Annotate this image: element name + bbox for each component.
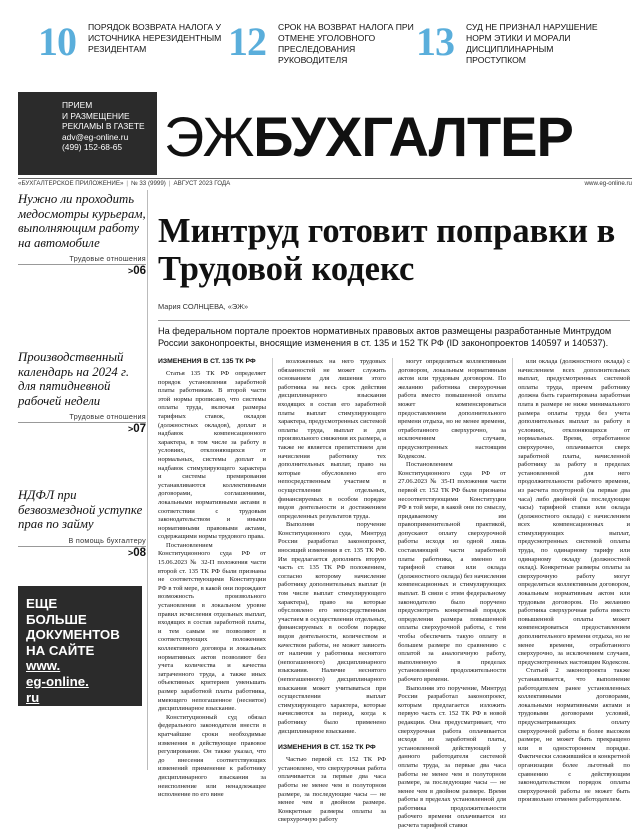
paragraph: Постановлением Конституционного суда РФ от 27.06.2023 № 35-П положения части первой ст. 152 ТК РФ были признаны несоответствующими Конституции РФ в той мере, в какой они по смыслу, придаваемому им правоприменительной практикой, допускают оплату сверхурочной работы исходя из одной лишь составляющей части заработной платы работника, а именно из тарифной ставки или оклада (должностного оклада) без начисления компенсационных и стимулирующих выплат. В связи с этим федеральному законодателю было поручено предусмотреть конкретный порядок определения размера повышенной оплаты сверхурочной работы, с тем чтобы обеспечить такую оплату в большем размере по сравнению с оплатой за аналогичную работу, выполненную в пределах установленной продолжительности рабочего времени. bbox=[398, 461, 506, 683]
paragraph: или оклада (должностного оклада) с начислением всех дополнительных выплат, предусмотренных системой оплаты труда, причем работнику должна быть гарантирована заработная плата в размере не ниже минимального размера оплаты труда без учета дополнительных выплат за работу в условиях, отклоняющихся от нормальных. Время, отработанное сверхурочно, оплачивается сверх заработной платы, начисленной работнику за работу в пределах установленной для него продолжительности рабочего времени, из расчета полуторной (за первые два часа) либо двойной (за последующие часы) тарифной ставки или оклада (должностного оклада) с начислением всех компенсационных и стимулирующих выплат, предусмотренных системой оплаты труда, по одинарному тарифу или одинарному окладу (должностной оклад). Конкретные размеры оплаты за сверхурочную работу могут определяться коллективным договором, локальным нормативным актом или трудовым договором. По желанию работника сверхурочная работа вместо повышенной оплаты может компенсироваться предоставлением дополнительного времени отдыха, но не менее времени, отработанного сверхурочно, за исключением случаев, предусмотренных настоящим Кодексом. bbox=[518, 358, 630, 666]
issue-info-bar: «БУХГАЛТЕРСКОЕ ПРИЛОЖЕНИЕ» | № 33 (9999) | АВГУСТ 2023 ГОДА www.eg-online.ru bbox=[18, 180, 632, 187]
arrow-icon: > bbox=[127, 547, 134, 558]
article-lead: На федеральном портале проектов нормативных правовых актов размещены разработанные Минтрудом России законопроекты, вносящие изменения в ст. 135 и 152 ТК РФ (ID законопроектов 140597 и 140537). bbox=[158, 320, 630, 349]
teaser-text: СУД НЕ ПРИЗНАЛ НАРУШЕНИЕ НОРМ ЭТИКИ И МОРАЛИ ДИСЦИПЛИНАРНЫМ ПРОСТУПКОМ bbox=[466, 22, 598, 65]
paragraph: возложенных на него трудовых обязанностей не может служить основанием для лишения этого работника на весь срок действия дисциплинарного взыскания входящих в состав его заработной платы выплат стимулирующего характера, предусмотренных системой оплаты труда, выплат и для произвольного снижения их размера, а также не является препятствием для начисления работнику тех дополнительных выплат, право на которые обусловлено его непосредственным участием в осуществлении отдельных, финансируемых в особом порядке видов деятельности и достижением определенных результатов труда. bbox=[278, 358, 386, 520]
teaser-number: 12 bbox=[228, 19, 266, 64]
sidebar-item[interactable] bbox=[18, 192, 146, 277]
teaser-page-13[interactable] bbox=[416, 14, 626, 72]
ad-contact-line: И РАЗМЕЩЕНИЕ bbox=[62, 110, 130, 121]
supplement-label: «БУХГАЛТЕРСКОЕ ПРИЛОЖЕНИЕ» bbox=[18, 180, 124, 187]
sidebar-item-page: >08 bbox=[18, 546, 146, 559]
article-column bbox=[278, 358, 386, 824]
site-link[interactable]: www.eg-online.ru bbox=[584, 180, 632, 187]
teaser-number: 13 bbox=[416, 19, 454, 64]
masthead bbox=[18, 92, 632, 176]
ad-contact-block bbox=[18, 92, 157, 175]
article-byline: Мария СОЛНЦЕВА, «ЭЖ» bbox=[158, 302, 249, 311]
paragraph: Частью первой ст. 152 ТК РФ установлено, что сверхурочная работа оплачивается за первые два часа работы не менее чем в полуторном размере, за последующие часы — не менее чем в двойном размере. Конкретные размеры оплаты за сверхурочную работу bbox=[278, 756, 386, 824]
promo-url[interactable]: eg-online. bbox=[26, 673, 89, 689]
issue-number: № 33 (9999) bbox=[131, 180, 166, 187]
ad-contact-line: ПРИЕМ bbox=[62, 100, 93, 110]
sidebar-item[interactable] bbox=[18, 350, 146, 435]
arrow-icon: > bbox=[127, 424, 134, 434]
logo-name: БУХГАЛТЕР bbox=[253, 105, 573, 168]
newspaper-logo bbox=[164, 105, 573, 168]
paragraph: Статьей 2 законопроекта также устанавливается, что выполнение работодателем ранее установленных коллективными договорами, локальными нормативными актами и трудовыми договорами условий, предусматривающих оплату сверхурочной работы в более высоком размере, не может быть прекращено или в одностороннем порядке. Фактически сложившийся в конкретной организации более льготный по сравнению с действующим законодательством порядок оплаты сверхурочной работы не может быть произвольно отменен работодателем. bbox=[518, 667, 630, 804]
website-promo-box[interactable] bbox=[18, 586, 142, 706]
sidebar-item-page: >06 bbox=[18, 264, 146, 277]
promo-line: ДОКУМЕНТОВ bbox=[26, 627, 120, 643]
sidebar-item-title: Производственный календарь на 2024 г. для пятидневной рабочей недели bbox=[18, 350, 130, 408]
sidebar-item-rubric: В помощь бухгалтеру bbox=[68, 535, 146, 545]
issue-date: АВГУСТ 2023 ГОДА bbox=[173, 180, 231, 187]
article-column bbox=[158, 358, 266, 799]
teaser-page-12[interactable] bbox=[228, 14, 414, 72]
paragraph: Выполняя это поручение, Минтруд России разработал законопроект, которым предлагается изложить первую часть ст. 152 ТК РФ в новой редакции. Она предусматривает, что сверхурочная работа оплачивается исходя из заработной платы, установленной действующей у данного работодателя системой оплаты труда, за первые два часа работы не менее чем в полуторном размере, за последующие часы — не менее чем в двойном размере. Время работы в пределах установленной для работника продолжительности рабочего времени оплачивается из расчета тарифной ставки bbox=[398, 684, 506, 830]
promo-url[interactable]: www. bbox=[26, 658, 61, 674]
article-body bbox=[158, 358, 632, 830]
article-column bbox=[398, 358, 506, 830]
sidebar-item[interactable] bbox=[18, 488, 146, 559]
teaser-bar bbox=[0, 0, 640, 78]
teaser-text: СРОК НА ВОЗВРАТ НАЛОГА ПРИ ОТМЕНЕ УГОЛОВНОГО ПРЕСЛЕДОВАНИЯ РУКОВОДИТЕЛЯ bbox=[278, 22, 414, 65]
column-divider bbox=[512, 358, 513, 770]
sidebar-item-rubric: Трудовые отношения bbox=[69, 412, 146, 421]
ad-contact-line: РЕКЛАМЫ В ГАЗЕТЕ bbox=[62, 121, 145, 131]
section-subheading: ИЗМЕНЕНИЯ В СТ. 135 ТК РФ bbox=[158, 358, 256, 365]
promo-line: БОЛЬШЕ bbox=[26, 611, 87, 627]
paragraph: Конституционный суд обязал федерального законодателя внести в кратчайшие сроки необходимые изменения в действующее правовое регулирование. Он также указал, что до внесения соответствующих изменений применение к работнику дисциплинарного взыскания за неисполнение или ненадлежащее исполнение по его вине bbox=[158, 713, 266, 799]
sidebar-item-title: Нужно ли проходить медосмотры курьерам, выполняющим работу на автомобиле bbox=[18, 192, 146, 250]
logo-prefix: ЭЖ bbox=[164, 105, 254, 168]
teaser-number: 10 bbox=[38, 19, 76, 64]
paragraph: Постановлением Конституционного суда РФ от 15.06.2023 № 32-П положения части второй ст. 135 ТК РФ были признаны не соответствующими Конституции РФ в той мере, в какой они порождают возможность произвольного установления в локальном уровне правил исчисления отдельных выплат, входящих в состав заработной платы, и тем самым не позволяют в соответствующих положениях коллективного договора и локальных нормативных актов позволяют без учета количества и качества затраченного труда, а также иных объективных критериев уменьшать размер заработной платы работника, имеющего непогашенное (неснятое) дисциплинарное взыскание. bbox=[158, 541, 266, 713]
ad-contact-email[interactable]: adv@eg-online.ru bbox=[62, 131, 129, 142]
column-divider bbox=[392, 358, 393, 770]
article-headline: Минтруд готовит поправки в Трудовой кодекс bbox=[158, 212, 616, 288]
paragraph: Статья 135 ТК РФ определяет порядок установления заработной платы работникам. В второй части этой нормы прописано, что системы оплаты труда, включая размеры тарифных ставок, окладов (должностных окладов), доплат и надбавок компенсационного характера, в том числе за работу в условиях, отклоняющихся от нормальных, системы доплат и надбавок стимулирующего характера и системы премирования устанавливаются коллективными договорами, соглашениями, локальными нормативными актами в соответствии с трудовым законодательством и иными нормативными правовыми актами, содержащими нормы трудового права. bbox=[158, 370, 266, 541]
arrow-icon: > bbox=[127, 266, 134, 276]
promo-url[interactable]: ru bbox=[26, 689, 40, 705]
sidebar bbox=[18, 190, 148, 770]
article-column bbox=[518, 358, 630, 804]
teaser-text: ПОРЯДОК ВОЗВРАТА НАЛОГА У ИСТОЧНИКА НЕРЕЗИДЕНТНЫМ РЕЗИДЕНТАМ bbox=[88, 22, 222, 54]
ad-contact-phone: (499) 152-68-65 bbox=[62, 142, 123, 152]
teaser-page-10[interactable] bbox=[38, 14, 222, 72]
paragraph: могут определяться коллективным договором, локальным нормативным актом или трудовым договором. По желанию работника сверхурочная работа вместо повышенной оплаты может компенсироваться предоставлением дополнительного времени отдыха, но не менее времени, отработанного сверхурочно, за исключением случаев, предусмотренных настоящим Кодексом. bbox=[398, 358, 506, 460]
column-divider bbox=[272, 358, 273, 770]
sidebar-item-rubric: Трудовые отношения bbox=[69, 254, 146, 263]
section-subheading: ИЗМЕНЕНИЯ В СТ. 152 ТК РФ bbox=[278, 744, 376, 752]
sidebar-item-title: НДФЛ при безвозмездной уступке прав по займу bbox=[18, 488, 143, 531]
sidebar-item-page: >07 bbox=[18, 422, 146, 435]
promo-line: НА САЙТЕ bbox=[26, 642, 95, 658]
paragraph: Выполняя поручение Конституционного суда, Минтруд России разработал законопроект, вносящий изменения в ст. 135 ТК РФ. Им предлагается дополнить вторую часть ст. 135 ТК РФ положением, согласно которому начисление работнику дополнительных выплат (в том числе выплат стимулирующего характера), право на которые обусловлено его непосредственным участием в осуществлении отдельных, финансируемых в особом порядке видов деятельности, количеством и качеством работы, не может зависеть от наличия у работника неснятого (непогашенного) дисциплинарного взыскания. Наличие неснятого (непогашенного) дисциплинарного взыскания может учитываться при осуществлении выплат стимулирующего характера, которые начисляются за период, когда к работнику было применено дисциплинарное взыскание. bbox=[278, 521, 386, 735]
lead-article bbox=[156, 190, 632, 830]
promo-line: ЕЩЕ bbox=[26, 596, 58, 611]
